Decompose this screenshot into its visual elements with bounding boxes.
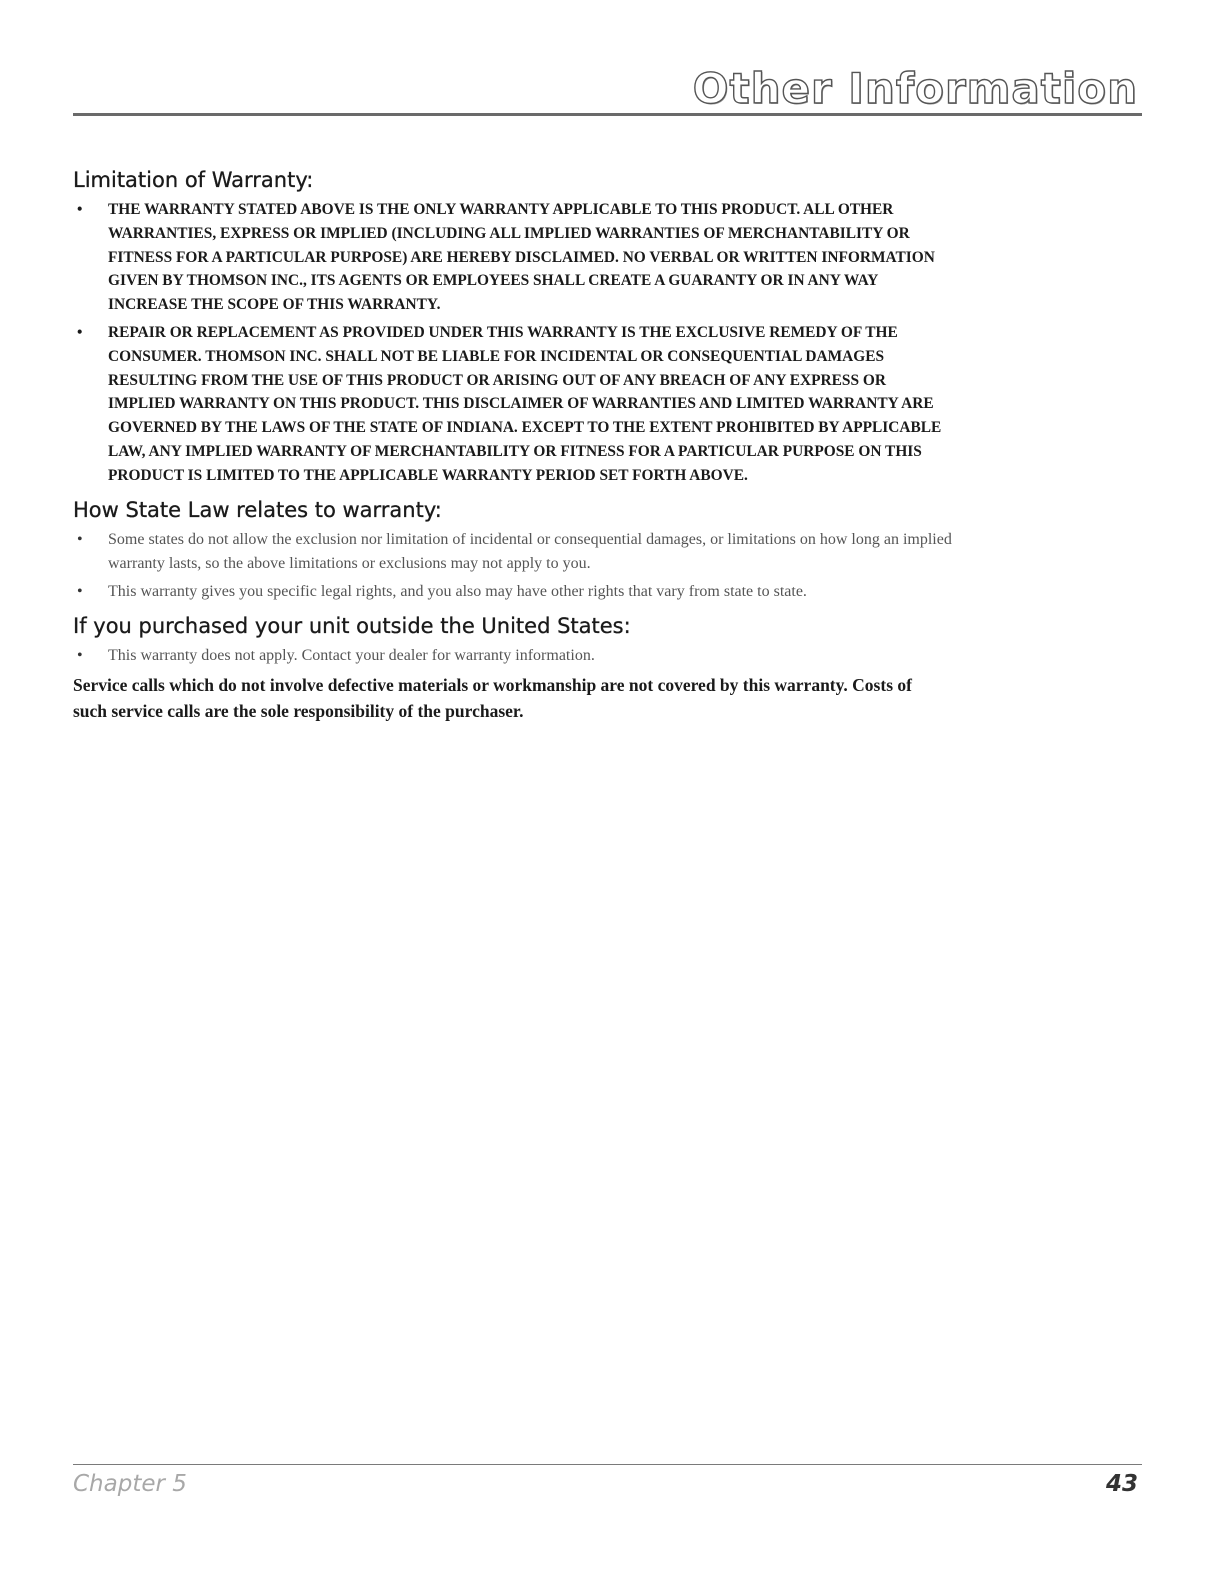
section-heading-state-law: How State Law relates to warranty:: [73, 497, 442, 522]
state-law-bullet-list: [73, 528, 953, 604]
list-item: [73, 644, 953, 668]
page-header-title: Other Information: [692, 64, 1138, 113]
bullet-text: REPAIR OR REPLACEMENT AS PROVIDED UNDER THIS WARRANTY IS THE EXCLUSIVE REMEDY OF THE CONSUMER. THOMSON INC. SHALL NOT BE LIABLE FOR INCIDENTAL OR CONSEQUENTIAL DAMAGES RESULTING FROM THE USE OF THIS PRODUCT OR ARISING OUT OF ANY BREACH OF ANY EXPRESS OR IMPLIED WARRANTY ON THIS PRODUCT. THIS DISCLAIMER OF WARRANTIES AND LIMITED WARRANTY ARE GOVERNED BY THE LAWS OF THE STATE OF INDIANA. EXCEPT TO THE EXTENT PROHIBITED BY APPLICABLE LAW, ANY IMPLIED WARRANTY OF MERCHANTABILITY OR FITNESS FOR A PARTICULAR PURPOSE ON THIS PRODUCT IS LIMITED TO THE APPLICABLE WARRANTY PERIOD SET FORTH ABOVE.: [108, 323, 942, 484]
bullet-text: This warranty does not apply. Contact your dealer for warranty information.: [108, 646, 595, 664]
list-item: [73, 198, 953, 317]
footer-rule: [73, 1464, 1142, 1465]
list-item: [73, 321, 953, 488]
service-calls-notice: Service calls which do not involve defective materials or workmanship are not covered by this warranty. Costs of such service calls are the sole responsibility of the purchaser.: [73, 674, 912, 721]
footer-chapter-label: Chapter 5: [73, 1471, 187, 1497]
header-rule: [73, 113, 1142, 116]
bullet-icon: •: [77, 323, 83, 341]
outside-us-bullet-list: [73, 644, 953, 668]
footer-page-number: 43: [1105, 1471, 1138, 1497]
bullet-text: THE WARRANTY STATED ABOVE IS THE ONLY WARRANTY APPLICABLE TO THIS PRODUCT. ALL OTHER WARRANTIES, EXPRESS OR IMPLIED (INCLUDING ALL IMPLIED WARRANTIES OF MERCHANTABILITY OR FITNESS FOR A PARTICULAR PURPOSE) ARE HEREBY DISCLAIMED. NO VERBAL OR WRITTEN INFORMATION GIVEN BY THOMSON INC., ITS AGENTS OR EMPLOYEES SHALL CREATE A GUARANTY OR IN ANY WAY INCREASE THE SCOPE OF THIS WARRANTY.: [108, 201, 935, 314]
bullet-icon: •: [77, 201, 83, 218]
limitation-bullet-list: [73, 198, 953, 488]
bullet-icon: •: [77, 530, 83, 548]
bullet-text: Some states do not allow the exclusion nor limitation of incidental or consequential damages, or limitations on how long an implied warranty lasts, so the above limitations or exclusions may not apply to you.: [108, 530, 952, 572]
list-item: [73, 580, 953, 604]
document-body: [73, 168, 953, 724]
bullet-text: This warranty gives you specific legal rights, and you also may have other rights that vary from state to state.: [108, 582, 807, 600]
bullet-icon: •: [77, 582, 83, 600]
section-heading-outside-us: If you purchased your unit outside the United States:: [73, 613, 631, 638]
section-heading-limitation: Limitation of Warranty:: [73, 168, 314, 192]
list-item: [73, 528, 953, 576]
bullet-icon: •: [77, 646, 83, 664]
